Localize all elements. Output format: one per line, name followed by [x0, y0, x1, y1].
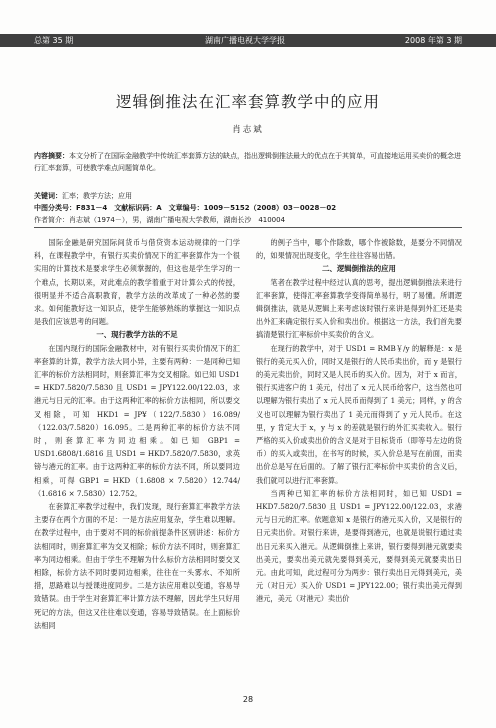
- paragraph: 的例子当中，哪个作除数，哪个作被除数，是要分不同情况的，如果情况出现变化，学生往往容易出错。: [256, 238, 462, 261]
- paragraph: 国际金融是研究国际间货币与借贷资本运动规律的一门学科，在课程教学中，有银行买卖价情况下的汇率套算作为一个很实用的计算技术是要求学生必须掌握的，但这也是学生学习的一个难点，长期以来，对此难点的教学着重于对计算公式的传授，很明显并不适合高职教育，教学方法的改革成了一种必然的要求。如何能教好这一知识点，使学生能够熟练的掌握这一知识点是我们应该思考的问题。: [34, 238, 240, 327]
- header-band: [0, 34, 496, 47]
- issue-number: 2008 年第 3 期: [404, 36, 462, 45]
- left-column: [34, 236, 240, 684]
- keywords-text: 汇率；教学方法；应用: [62, 192, 132, 200]
- paragraph: 笔者在教学过程中经过认真的思考，提出逻辑倒推法来进行汇率套算，使得汇率套算教学变得简单易行，明了易懂。所谓逻辑倒推法，就是从逻辑上来考虑该时银行来讲是得到外汇还是卖出外汇来确定银行买入价和卖出价。根据这一方法，我们首先要搞清楚银行汇率标价中买卖价的含义。: [256, 277, 462, 340]
- paragraph: 在套算汇率教学过程中，我们发现，现行套算汇率教学方法主要存在两个方面的不足：一是方法应用复杂，学生难以理解。在教学过程中，由于要对不同的标价前提条件区别讲述：标价方法相同时，则套算汇率为交叉相除；标价方法不同时，则套算汇率为同边相乘。但由于学生不理解为什么标价方法相同时要交叉相除，标价方法不同时要同边相乘，往往在一头雾水、不知所措，思路难以与授课进度同步。二是方法应用难以变通，容易导致错误。由于学生对套算汇率计算方法不理解，因此学生只好用死记的方法，但这又往往难以变通，容易导致错误。在上面标价法相同: [34, 502, 240, 630]
- paragraph: 在国内现行的国际金融教材中，对有银行买卖价情况下的汇率套算的计算，教学方法大同小异，主要有两种：一是同种已知汇率的标价方法相同时，则套算汇率为交叉相除。如已知 USD1 = HKD7.5820/7.5830 且 USD1 = JPY122.00/122.03，求港元与日元的汇率。由于这两种汇率的标价方法相同，所以要交叉相除，可知 HKD1 = JP¥（122/7.5830）16.089/（122.03/7.5820）16.095。二是两种汇率的标价方法不同时，则套算汇率为同边相乘。如已知 GBP1 = USD1.6808/1.6816 且 USD1 = HKD7.5820/7.5830，求英镑与港元的汇率。由于这两种汇率的标价方法不同，所以要同边相乘，可得 GBP1 = HKD（1.6808 × 7.5820）12.744/（1.6816 × 7.5830）12.752。: [34, 343, 240, 498]
- paragraph: 在现行的教学中，对于 USD1 = RMB￥/y 的解释是：x 是银行的美元买入价，同时又是银行的人民币卖出价，而 y 是银行的美元卖出价，同时又是人民币的买入价。因为，对于 x 而言，银行买进客户的 1 美元，付出了 x 元人民币给客户，这当然也可以理解为银行卖出了 x 元人民币而得到了 1 美元；同样，y 的含义也可以理解为银行卖出了 1 美元而得到了 y 元人民币。在这里，y 肯定大于 x，y 与 x 的差就是银行的外汇买卖收入。银行严格的买入价或卖出价的含义是对于目标货币（即等号左边的货币）的买入或卖出，在书写的时候，买入价总是写在前面，而卖出价总是写在后面的。了解了银行汇率标价中买卖价的含义后，我们就可以进行汇率套算。: [256, 343, 462, 485]
- right-column: [256, 236, 462, 684]
- keywords-label: 关键词：: [34, 192, 62, 200]
- paragraph: 当两种已知汇率的标价方法相同时，如已知 USD1 = HKD7.5820/7.5830 且 USD1 = JPY122.00/122.03，求港元与日元的汇率。依题意知 x 是银行的港元买入价，又是银行的日元卖出价。对银行来讲，是要得到港元，也就是说银行通过卖出日元来买入港元。从逻辑倒推上来讲，银行要得到港元就要卖出美元，要卖出美元就先要得到美元，要得到美元就要卖出日元。由此可知，此过程可分为两步：银行卖出日元得到美元，美元（对日元）买入价 USD1 = JPY122.00；银行卖出美元得到港元，美元（对港元）卖出价: [256, 488, 462, 604]
- front-matter-rule: [34, 227, 462, 228]
- abstract-label: 内容摘要：: [34, 152, 69, 160]
- abstract: [34, 151, 462, 191]
- page-number: 28: [242, 695, 254, 704]
- section-heading: 二、逻辑倒推法的应用: [322, 264, 396, 274]
- article-author: 肖志斌: [232, 125, 264, 135]
- article-title: 逻辑倒推法在汇率套算教学中的应用: [115, 93, 380, 111]
- volume-number: 总第 35 期: [34, 36, 74, 45]
- running-header: [0, 0, 496, 58]
- section-heading: 一、现行教学方法的不足: [96, 330, 178, 340]
- keywords: [34, 191, 462, 203]
- abstract-text: 本文分析了在国际金融教学中传统汇率套算方法的缺点，指出逻辑倒推法最大的优点在于其简单，可直接地运用买卖价的概念进行汇率套算，可使教学难点问题简单化。: [34, 152, 461, 172]
- author-info: 作者简介：肖志斌（1974－），男，湖南广播电视大学教师，湖南长沙 410004: [34, 216, 286, 224]
- classification-line: 中图分类号：F831－4 文献标识码：A 文章编号：1009－5152（2008）03－0028－02: [34, 204, 337, 212]
- journal-name: 湖南广播电视大学学报: [205, 36, 285, 45]
